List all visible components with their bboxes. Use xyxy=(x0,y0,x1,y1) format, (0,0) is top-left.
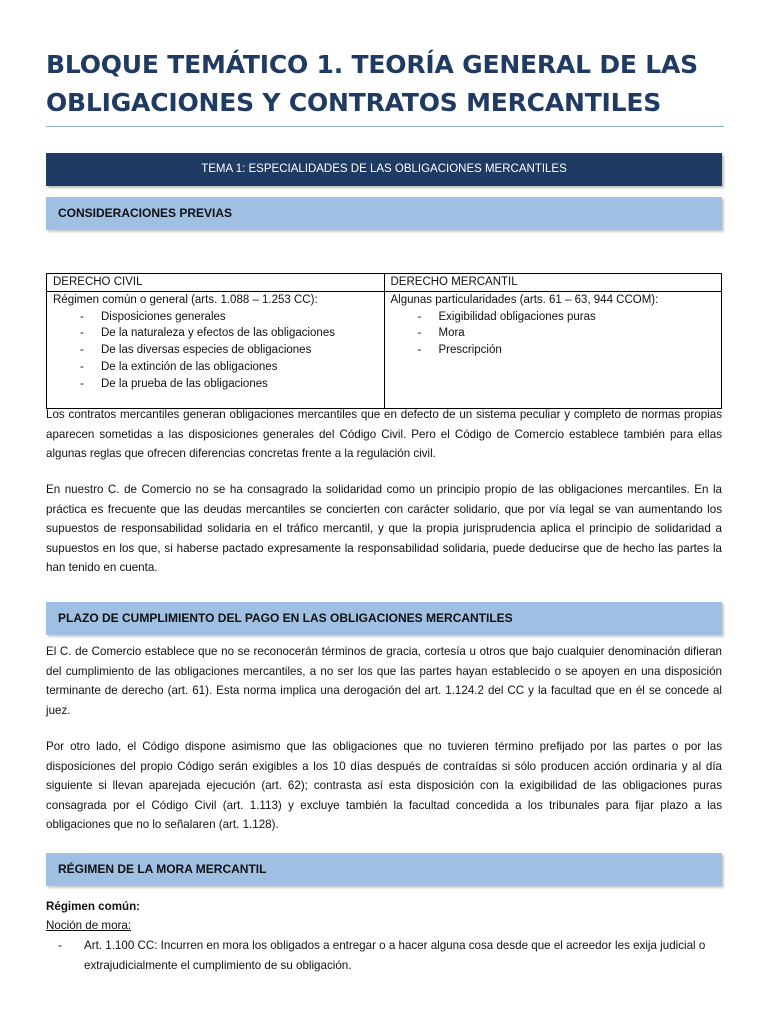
title-divider xyxy=(46,126,724,127)
section-header-mora: RÉGIMEN DE LA MORA MERCANTIL xyxy=(46,853,722,886)
paragraph-terminos-gracia: El C. de Comercio establece que no se reconocerán términos de gracia, cortesía u otros que bajo cualquier denominación difieran del cumplimiento de las obligaciones mercantiles, a no ser los que las partes hayan establecido o se apoyen en una disposición terminante de derecho (art. 61). Esta norma implica una derogación del art. 1.124.2 del CC y la facultad que en él se concede al juez. xyxy=(46,645,722,717)
list-item: - Prescripción xyxy=(391,342,716,359)
paragraph-exigibilidad: Por otro lado, el Código dispone asimismo que las obligaciones que no tuvieren término prefijado por las partes o por las disposiciones del propio Código serán exigibles a los 10 días después de contraídas si sólo producen acción ordinaria y al día siguiente si llevan aparejada ejecución (art. 62); contrasta así esta disposición con la exigibilidad de las obligaciones puras consagrada por el Código Civil (art. 1.113) y excluye también la facultad concedida a los tribunales para fijar plazo a las obligaciones que no lo señalaren (art. 1.128). xyxy=(46,740,722,831)
header-derecho-mercantil: DERECHO MERCANTIL xyxy=(384,274,722,292)
civil-list xyxy=(53,309,378,393)
document-title: BLOQUE TEMÁTICO 1. TEORÍA GENERAL DE LAS OBLIGACIONES Y CONTRATOS MERCANTILES xyxy=(46,50,698,117)
mercantil-intro: Algunas particularidades (arts. 61 – 63, 944 CCOM): xyxy=(390,293,659,306)
table-header-row xyxy=(47,274,722,292)
table-row xyxy=(47,291,722,408)
mercantil-list xyxy=(391,309,716,359)
paragraph-contratos: Los contratos mercantiles generan obligaciones mercantiles que en defecto de un sistema peculiar y completo de normas propias aparecen sometidas a las disposiciones generales del Código Civil. Pero el Código de Comercio establece también para ellas algunas reglas que ofrecen diferencias concretas frente a la regulación civil. xyxy=(46,408,722,460)
mercantil-cell xyxy=(384,291,722,408)
list-item: - De la naturaleza y efectos de las obligaciones xyxy=(53,325,378,342)
section-header-plazo: PLAZO DE CUMPLIMIENTO DEL PAGO EN LAS OBLIGACIONES MERCANTILES xyxy=(46,602,722,635)
bullet-dash: - xyxy=(58,939,62,952)
paragraph-solidaridad: En nuestro C. de Comercio no se ha consagrado la solidaridad como un principio propio de las obligaciones mercantiles. En la práctica es frecuente que las deudas mercantiles se concierten con carácter solidario, que por vía legal se van aumentando los supuestos de responsabilidad solidaria en el tráfico mercantil, y que la propia jurisprudencia aplica el principio de solidaridad a supuestos en los que, si haberse pactado expresamente la responsabilidad solidaria, puede deducirse que de hecho las partes la han tenido en cuenta. xyxy=(46,483,722,574)
civil-intro: Régimen común o general (arts. 1.088 – 1.253 CC): xyxy=(53,293,318,306)
list-item: - De las diversas especies de obligaciones xyxy=(53,342,378,359)
topic-band: TEMA 1: ESPECIALIDADES DE LAS OBLIGACIONES MERCANTILES xyxy=(46,153,722,186)
nocion-mora-label: Noción de mora: xyxy=(46,919,132,932)
list-item: - Disposiciones generales xyxy=(53,309,378,326)
list-item: - De la prueba de las obligaciones xyxy=(53,376,378,393)
list-item: - Exigibilidad obligaciones puras xyxy=(391,309,716,326)
comparison-table xyxy=(46,273,722,409)
section-header-consideraciones: CONSIDERACIONES PREVIAS xyxy=(46,197,722,230)
list-item: - Mora xyxy=(391,325,716,342)
mora-article-item: Art. 1.100 CC: Incurren en mora los obligados a entregar o a hacer alguna cosa desde que el acreedor les exija judicial o extrajudicialmente el cumplimiento de su obligación. xyxy=(84,939,706,972)
civil-cell xyxy=(47,291,385,408)
list-item: - De la extinción de las obligaciones xyxy=(53,359,378,376)
header-derecho-civil: DERECHO CIVIL xyxy=(47,274,385,292)
regimen-comun-label: Régimen común: xyxy=(46,900,141,913)
